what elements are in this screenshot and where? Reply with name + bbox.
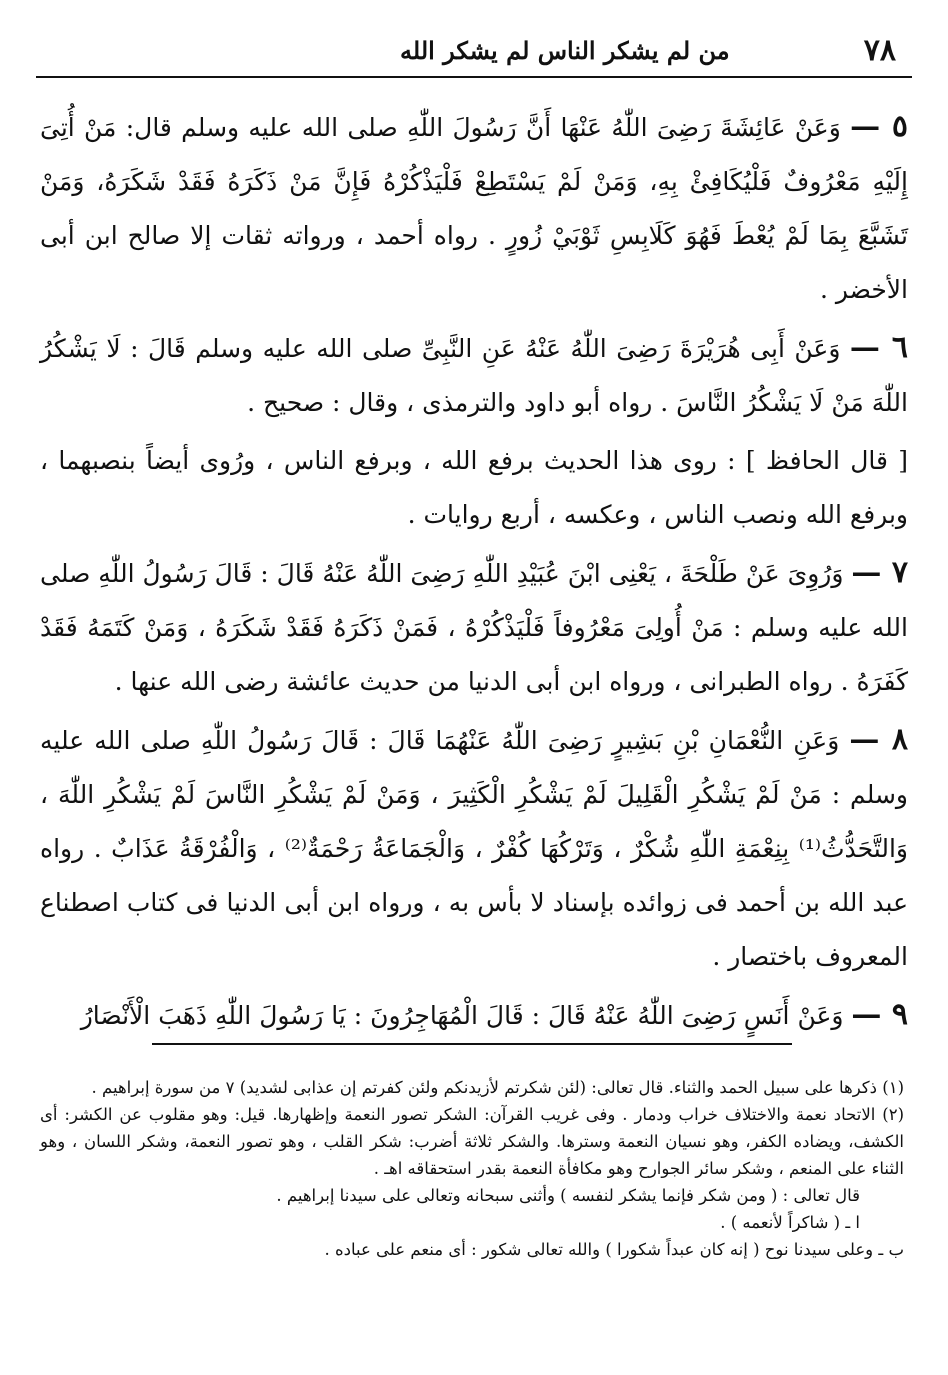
hadith-9 [40,988,908,1043]
hadith-text: وَعَنْ عَائِشَةَ رَضِىَ اللّٰهُ عَنْهَا أَنَّ رَسُولَ اللّٰهِ صلى الله عليه وسلم قال: مَنْ أُتِىَ إِلَيْهِ مَعْرُوفٌ فَلْيُكَافِئْ بِهِ، وَمَنْ لَمْ يَسْتَطِعْ فَلْيَذْكُرْهُ فَإِنَّ مَنْ ذَكَرَهُ فَقَدْ شَكَرَهُ، وَمَنْ تَشَبَّعَ بِمَا لَمْ يُعْطَ فَهُوَ كَلَابِسِ ثَوْبَيْ زُورٍ . رواه أحمد ، ورواته ثقات إلا صالح ابن أبى الأخضر . [40,113,908,304]
hadith-text: وَعَنْ أَنَسٍ رَضِىَ اللّٰهُ عَنْهُ قَالَ : قَالَ الْمُهَاجِرُونَ : يَا رَسُولَ اللّٰهِ ذَهَبَ الْأَنْصَارُ [80,1001,852,1030]
hafiz-comment [40,434,908,542]
footnote-1: (١) ذكرها على سبيل الحمد والثناء. قال تعالى: (لئن شكرتم لأزيدنكم ولئن كفرتم إن عذابى لشديد) ٧ من سورة إبراهيم . [91,1078,904,1097]
page-number: ٧٨ [863,32,896,68]
footnote-2-quran: قال تعالى : ( ومن شكر فإنما يشكر لنفسه ) وأثنى سبحانه وتعالى على سيدنا إبراهيم . [276,1186,860,1205]
hadith-text: وَعَنِ النُّعْمَانِ بْنِ بَشِيرٍ رَضِىَ اللّٰهُ عَنْهُمَا قَالَ : قَالَ رَسُولُ اللّٰهِ صلى الله عليه وسلم : مَنْ لَمْ يَشْكُرِ الْقَلِيلَ لَمْ يَشْكُرِ الْكَثِيرَ ، وَمَنْ لَمْ يَشْكُرِ النَّاسَ لَمْ يَشْكُرِ اللّٰهَ ، وَالتَّحَدُّثُ⁽¹⁾ بِنِعْمَةِ اللّٰهِ شُكْرٌ ، وَتَرْكُهَا كُفْرٌ ، وَالْجَمَاعَةُ رَحْمَةٌ⁽²⁾ ، وَالْفُرْقَةُ عَذَابٌ . رواه عبد الله بن أحمد فى زوائده بإسناد لا بأس به ، ورواه ابن أبى الدنيا فى كتاب اصطناع المعروف باختصار . [40,726,908,971]
comment-text: [ قال الحافظ ] : روى هذا الحديث برفع الله ، وبرفع الناس ، ورُوى أيضاً بنصبهما ، وبرفع الله ونصب الناس ، وعكسه ، أربع روايات . [40,446,908,529]
footnote-rule [152,1043,792,1045]
footnote-2-item-a: ا ـ ( شاكراً لأنعمه ) . [720,1213,860,1232]
hadith-6 [40,321,908,430]
main-text [40,100,908,1047]
running-head [40,28,908,72]
footnote-2: (٢) الاتحاد نعمة والاختلاف خراب ودمار . وفى غريب القرآن: الشكر تصور النعمة وإظهارها. قيل: وهو مقلوب عن الكشر: أى الكشف، ويضاده الكفر، وهو نسيان النعمة وسترها. والشكر ثلاثة أضرب: شكر القلب ، وهو تصور النعمة، وشكر اللسان ، وهو الثناء على المنعم ، وشكر سائر الجوارح وهو مكافأة النعمة بقدر استحقاقه اهـ . [40,1105,904,1178]
hadith-number: ٥ — [850,109,908,144]
hadith-5 [40,100,908,317]
hadith-number: ٧ — [851,555,908,590]
hadith-number: ٦ — [849,330,908,365]
hadith-text: وَرُوِىَ عَنْ طَلْحَةَ ، يَعْنِى ابْنَ عُبَيْدِ اللّٰهِ رَضِىَ اللّٰهُ عَنْهُ قَالَ : قَالَ رَسُولُ اللّٰهِ صلى الله عليه وسلم : مَنْ أُولِىَ مَعْرُوفاً فَلْيَذْكُرْهُ ، فَمَنْ ذَكَرَهُ فَقَدْ شَكَرَهُ ، وَمَنْ كَتَمَهُ فَقَدْ كَفَرَهُ . رواه الطبرانى ، ورواه ابن أبى الدنيا من حديث عائشة رضى الله عنها . [40,559,908,696]
hadith-text: وَعَنْ أَبِى هُرَيْرَةَ رَضِىَ اللّٰهُ عَنْهُ عَنِ النَّبِىِّ صلى الله عليه وسلم قَالَ : لَا يَشْكُرُ اللّٰهَ مَنْ لَا يَشْكُرُ النَّاسَ . رواه أبو داود والترمذى ، وقال : صحيح . [40,334,908,417]
hadith-7 [40,546,908,709]
hadith-number: ٨ — [849,722,908,757]
footnote-2-item-b: ب ـ وعلى سيدنا نوح ( إنه كان عبداً شكورا ) والله تعالى شكور : أى منعم على عباده . [324,1240,904,1259]
hadith-8 [40,713,908,984]
hadith-number: ٩ — [851,997,908,1032]
header-rule [36,76,912,78]
running-title: من لم يشكر الناس لم يشكر الله [400,35,730,65]
footnotes [40,1074,904,1263]
